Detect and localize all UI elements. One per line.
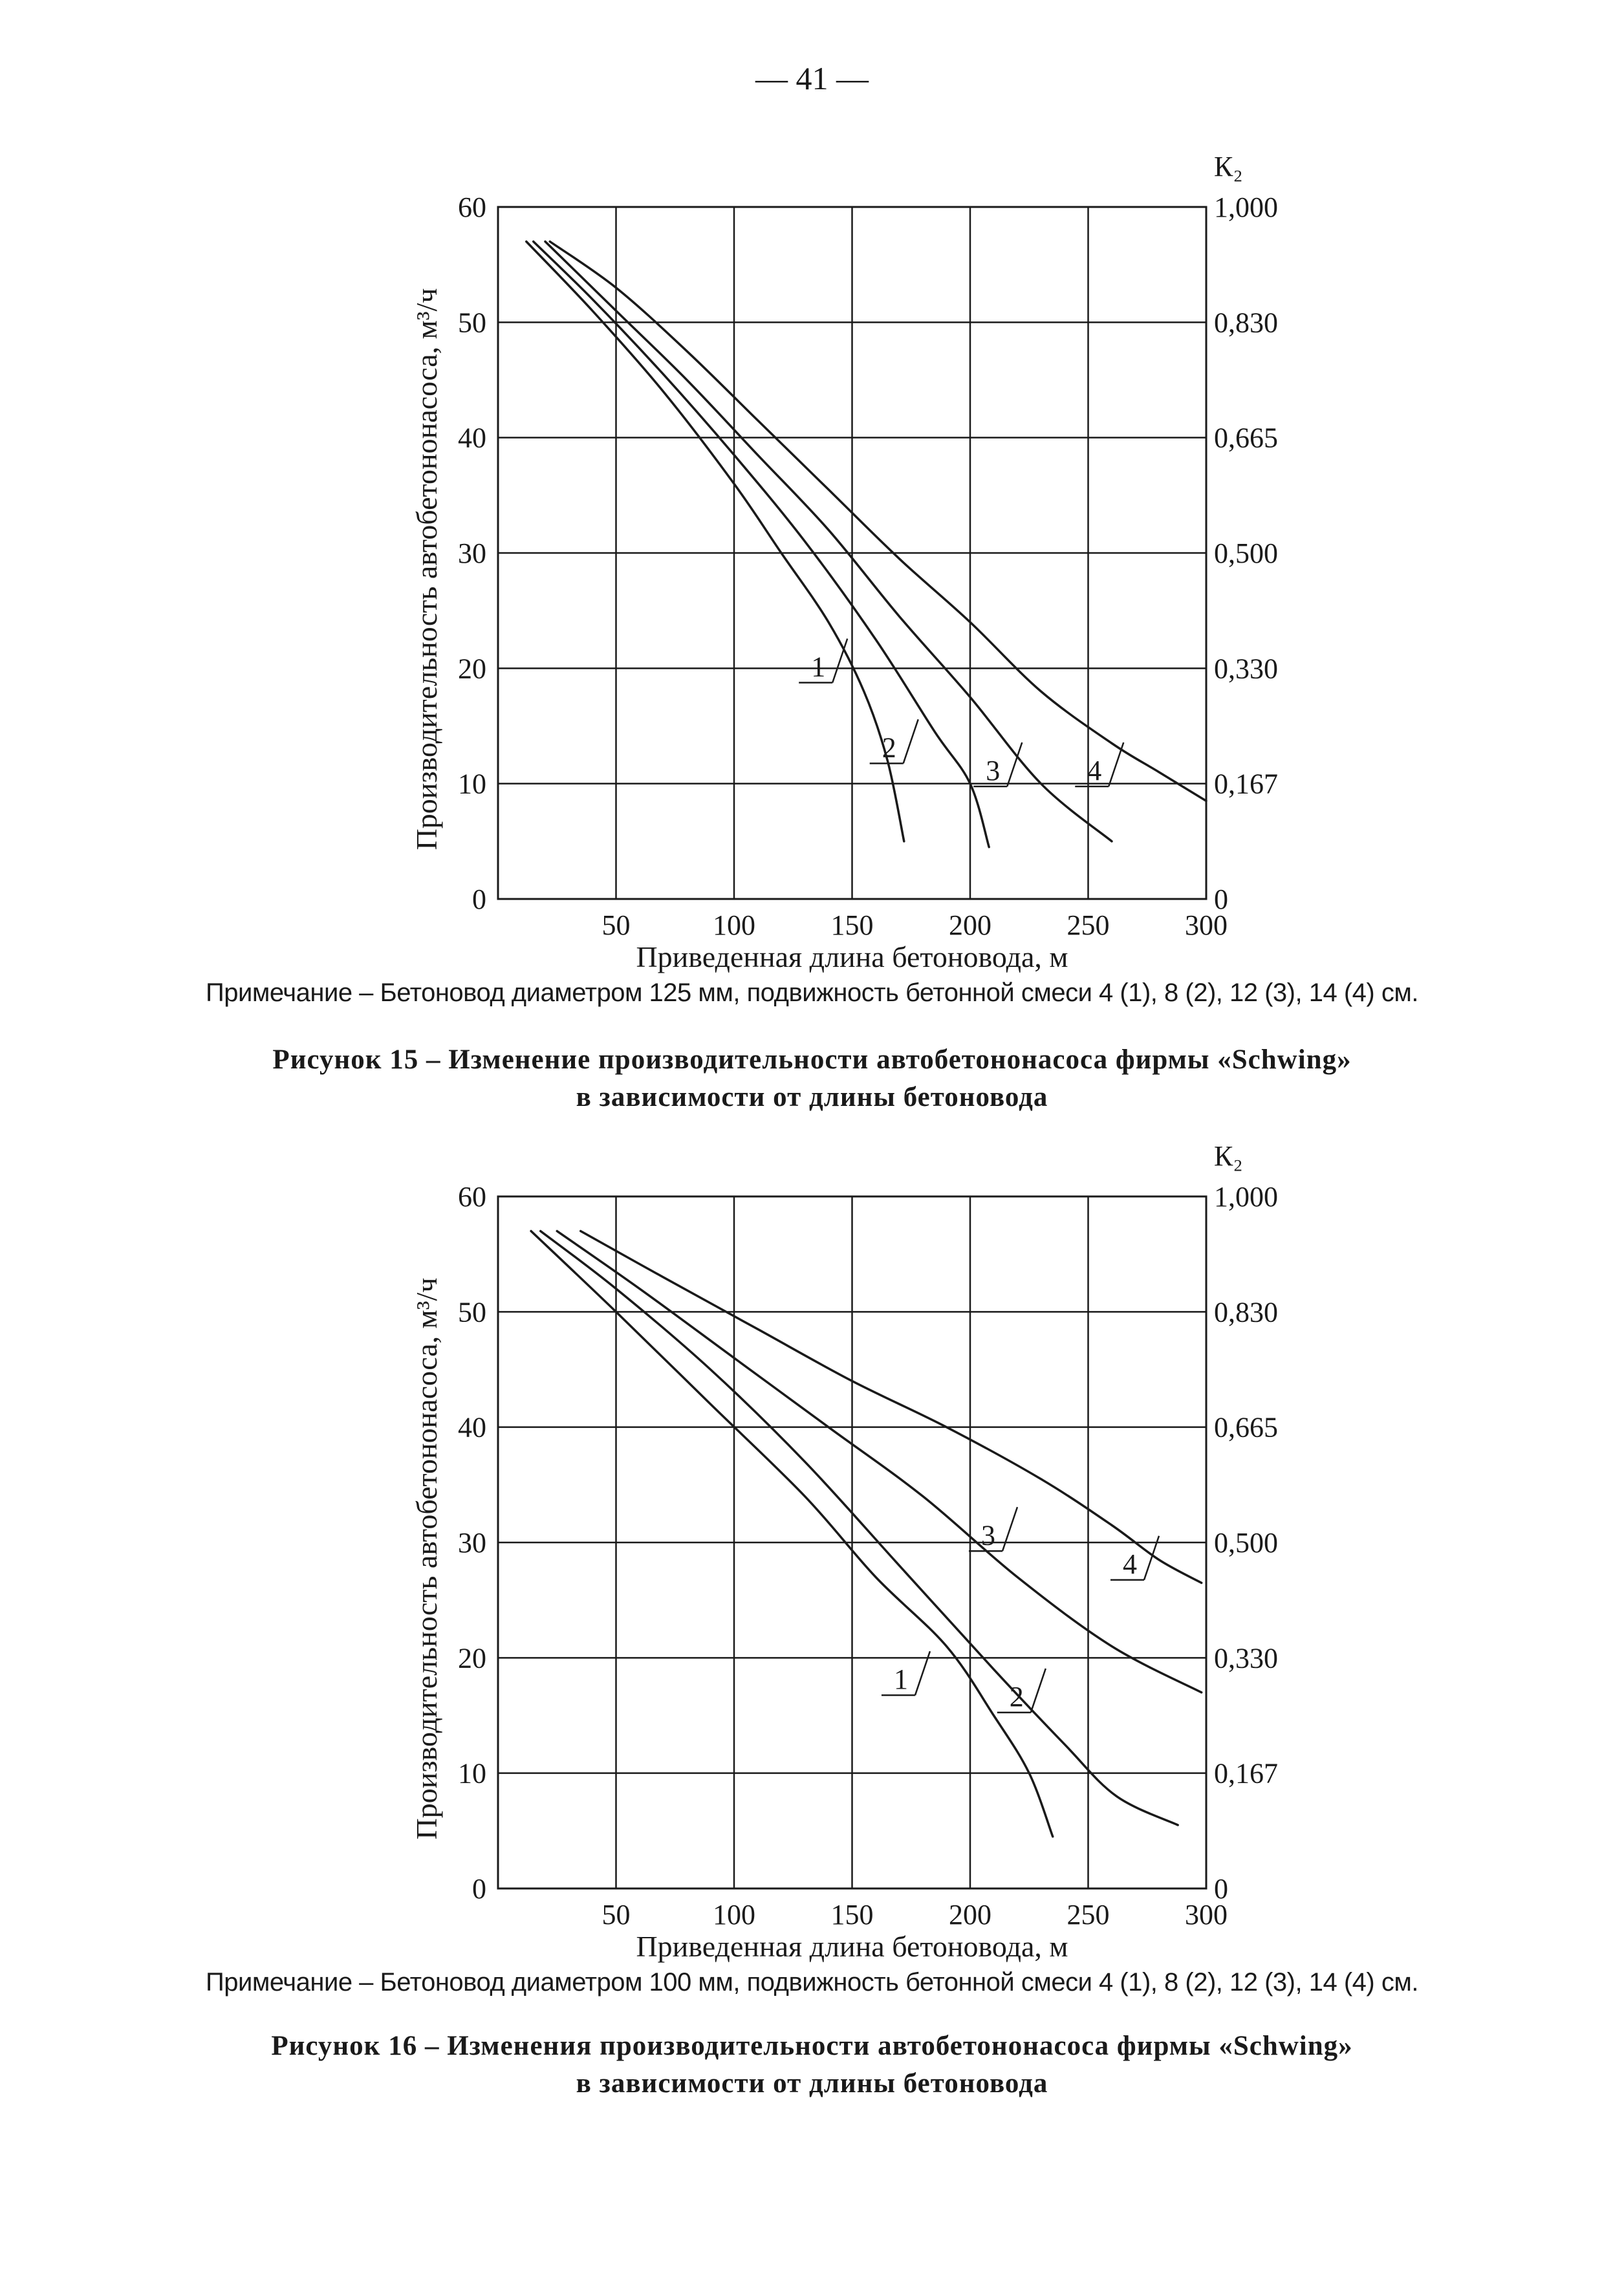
- figure-15-caption: [0, 1041, 1624, 1116]
- series-label-leader: [904, 719, 918, 763]
- y-tick-label: 40: [458, 422, 486, 454]
- y-tick-label: 10: [458, 768, 486, 800]
- x-tick-label: 150: [830, 1899, 874, 1931]
- y2-tick-label: 0,500: [1214, 1527, 1278, 1559]
- y2-tick-label: 0,830: [1214, 307, 1278, 339]
- series-line-2: [541, 1231, 1178, 1825]
- series-label-2: 2: [882, 731, 896, 764]
- y-tick-label: 0: [472, 1873, 486, 1905]
- y2-tick-label: 0,665: [1214, 1411, 1278, 1444]
- figure-15-note: Примечание – Бетоновод диаметром 125 мм, подвижность бетонной смеси 4 (1), 8 (2), 12 (3), 14 (4) см.: [206, 979, 1418, 1007]
- figure-16-caption: [0, 2028, 1624, 2103]
- x-tick-label: 300: [1185, 1899, 1228, 1931]
- series-label-1: 1: [811, 651, 826, 683]
- y2-tick-label: 1,000: [1214, 191, 1278, 223]
- x-tick-label: 200: [949, 909, 991, 941]
- y-tick-label: 50: [458, 307, 486, 339]
- y-axis-title: Производительность автобетононасоса, м³/ч: [410, 1277, 443, 1840]
- y2-tick-label: 0,167: [1214, 1757, 1278, 1790]
- series-line-1: [531, 1231, 1053, 1837]
- series-label-leader: [1002, 1507, 1017, 1551]
- y-axis-title: Производительность автобетононасоса, м³/ч: [410, 288, 443, 850]
- figure-16-caption-line1: Рисунок 16 – Изменения производительности автобетононасоса фирмы «Schwing»: [271, 2031, 1353, 2061]
- x-tick-label: 100: [713, 1899, 755, 1931]
- y2-tick-label: 0,330: [1214, 653, 1278, 685]
- series-label-4: 4: [1087, 755, 1102, 786]
- y2-tick-label: 0: [1214, 883, 1228, 915]
- y2-tick-label: 0,167: [1214, 768, 1278, 800]
- series-label-3: 3: [986, 755, 1001, 786]
- y2-tick-label: 0,830: [1214, 1296, 1278, 1328]
- series-line-3: [545, 242, 1112, 841]
- x-tick-label: 250: [1066, 1899, 1110, 1931]
- series-label-4: 4: [1123, 1548, 1137, 1580]
- y-tick-label: 0: [472, 883, 486, 915]
- figure-16-note: Примечание – Бетоновод диаметром 100 мм, подвижность бетонной смеси 4 (1), 8 (2), 12 (3), 14 (4) см.: [206, 1968, 1418, 1996]
- y-tick-label: 60: [458, 1181, 486, 1213]
- x-tick-label: 200: [949, 1899, 991, 1931]
- y2-axis-title: К₂: [1214, 151, 1243, 182]
- x-tick-label: 250: [1066, 909, 1110, 941]
- chart-figure-16: [0, 1138, 1624, 2108]
- series-label-leader: [1031, 1669, 1046, 1713]
- chart-figure-15: [0, 149, 1624, 1119]
- series-line-2: [534, 242, 989, 847]
- series-label-3: 3: [981, 1519, 995, 1552]
- y-tick-label: 30: [458, 537, 486, 569]
- figure-15-caption-line1: Рисунок 15 – Изменение производительности автобетононасоса фирмы «Schwing»: [272, 1044, 1352, 1075]
- y-tick-label: 20: [458, 1642, 486, 1674]
- series-line-4: [581, 1231, 1202, 1583]
- series-line-4: [550, 242, 1206, 801]
- x-axis-title: Приведенная длина бетоновода, м: [636, 1930, 1068, 1963]
- series-line-1: [526, 242, 904, 841]
- y-tick-label: 20: [458, 653, 486, 685]
- y-tick-label: 40: [458, 1411, 486, 1444]
- figure-16-caption-line2: в зависимости от длины бетоновода: [576, 2068, 1048, 2099]
- x-tick-label: 300: [1185, 909, 1228, 941]
- x-tick-label: 50: [601, 1899, 631, 1931]
- page-number: — 41 —: [755, 60, 869, 96]
- y2-tick-label: 0,500: [1214, 537, 1278, 569]
- y2-tick-label: 1,000: [1214, 1181, 1278, 1213]
- y-tick-label: 10: [458, 1757, 486, 1790]
- series-label-leader: [1109, 742, 1123, 786]
- series-label-1: 1: [893, 1663, 908, 1696]
- y2-tick-label: 0,665: [1214, 422, 1278, 454]
- y2-axis-title: К₂: [1214, 1140, 1243, 1172]
- x-axis-title: Приведенная длина бетоновода, м: [636, 940, 1068, 973]
- series-label-2: 2: [1009, 1680, 1024, 1713]
- series-label-leader: [832, 639, 847, 683]
- x-tick-label: 100: [713, 909, 755, 941]
- series-line-3: [557, 1231, 1201, 1696]
- series-label-leader: [1007, 742, 1022, 786]
- y-tick-label: 50: [458, 1296, 486, 1328]
- x-tick-label: 50: [601, 909, 631, 941]
- y-tick-label: 30: [458, 1527, 486, 1559]
- x-tick-label: 150: [830, 909, 874, 941]
- y2-tick-label: 0: [1214, 1873, 1228, 1905]
- figure-15-caption-line2: в зависимости от длины бетоновода: [576, 1082, 1048, 1112]
- y-tick-label: 60: [458, 191, 486, 223]
- y2-tick-label: 0,330: [1214, 1642, 1278, 1674]
